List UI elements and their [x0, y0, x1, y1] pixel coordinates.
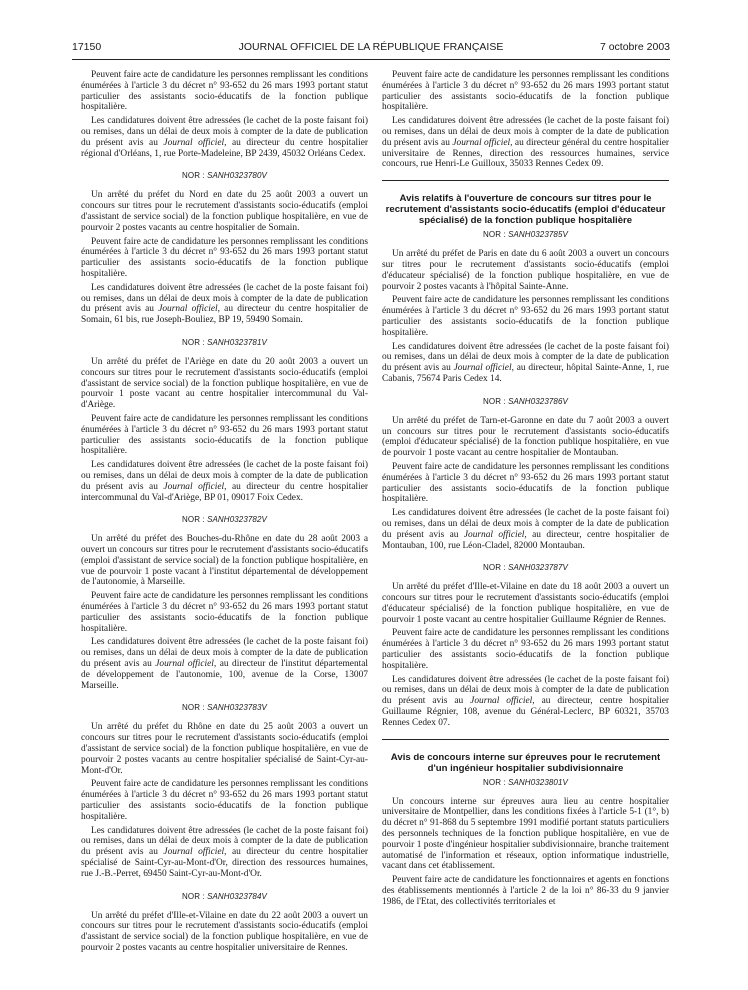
section-title-educateur: Avis relatifs à l'ouverture de concours sur titres pour le recrutement d'assistants socio-éducatifs (emploi d'éducateur spécialisé) de la fonction publique hospitalière — [385, 193, 666, 227]
notice-montpellier — [382, 778, 669, 908]
conditions-paragraph: Peuvent faire acte de candidature les personnes remplissant les conditions énumérées à l'article 3 du décret n° 93-652 du 26 mars 1993 portant statut particulier des assistants socio-éducatifs de la fonction publique hospitalière. — [81, 779, 368, 822]
arrete-paragraph: Un arrêté du préfet d'Ille-et-Vilaine en date du 22 août 2003 a ouvert un concours sur titres pour le recrutement d'assistants socio-éducatifs (emploi d'assistant de service social) de la fonction publique hospitalière, en vue de pourvoir 2 postes vacants au centre hospitalier universitaire de Rennes. — [81, 910, 368, 953]
arrete-paragraph: Un arrêté du préfet de l'Ariège en date du 20 août 2003 a ouvert un concours sur titres pour le recrutement d'assistants socio-éducatifs (emploi d'assistant de service social) de la fonction publique hospitalière, en vue de pourvoir 1 poste vacant au centre hospitalier intercommunal du Val-d'Ariège. — [81, 356, 368, 411]
notice-marseille — [81, 515, 368, 691]
arrete-paragraph: Un arrêté du préfet d'Ille-et-Vilaine en date du 18 août 2003 a ouvert un concours sur titres pour le recrutement d'assistants socio-éducatifs (emploi d'éducateur spécialisé) de la fonction publique hospitalière, en vue de pourvoir 1 poste vacant au centre hospitalier Guillaume Régnier de Rennes. — [382, 582, 669, 625]
arrete-paragraph: Un arrêté du préfet des Bouches-du-Rhône en date du 28 août 2003 a ouvert un concours sur titres pour le recrutement d'assistants socio-éducatifs (emploi d'assistant de service social) de la fonction publique hospitalière, en vue de pourvoir 1 poste vacant à l'institut départemental de développement de l'autonomie, à Marseille. — [81, 534, 368, 588]
arrete-paragraph: Un arrêté du préfet de Paris en date du 6 août 2003 a ouvert un concours sur titres pour le recrutement d'assistants socio-éducatifs (emploi d'éducateur spécialisé) de la fonction publique hospitalière, en vue de pourvoir 2 postes vacants à l'hôpital Sainte-Anne. — [382, 249, 669, 292]
conditions-paragraph: Peuvent faire acte de candidature les personnes remplissant les conditions énumérées à l'article 3 du décret n° 93-652 du 26 mars 1993 portant statut particulier des assistants socio-éducatifs de la fonction publique hospitalière. — [382, 461, 669, 505]
conditions-paragraph: Peuvent faire acte de candidature les personnes remplissant les conditions énumérées à l'article 3 du décret n° 93-652 du 26 mars 1993 portant statut particulier des assistants socio-éducatifs de la fonction publique hospitalière. — [81, 413, 368, 457]
notice-montauban — [382, 397, 669, 552]
nor-reference: NOR : SANH0323784V — [182, 891, 267, 901]
conditions-paragraph: Peuvent faire acte de candidature les personnes remplissant les conditions énumérées à l'article 3 du décret n° 93-652 du 26 mars 1993 portant statut particulier des assistants socio-éducatifs de la fonction publique hospitalière. — [382, 70, 669, 113]
candidature-paragraph: Les candidatures doivent être adressées (le cachet de la poste faisant foi) ou remises, dans un délai de deux mois à compter de la date de publication du présent avis au Journal officiel, au directeur du centre hospitalier spécialisé de Saint-Cyr-au-Mont-d'Or, direction des ressources humaines, rue J.-B.-Perret, 69450 Saint-Cyr-au-Mont-d'Or. — [81, 825, 368, 879]
nor-reference: NOR : SANH0323801V — [483, 777, 568, 787]
candidature-paragraph: Les candidatures doivent être adressées (le cachet de la poste faisant foi) ou remises, dans un délai de deux mois à compter de la date de publication du présent avis au Journal officiel, au directeur, centre hospitalier de Montauban, 100, rue Léon-Cladel, 82000 Montauban. — [382, 508, 669, 551]
candidature-eligibility-paragraph: Peuvent faire acte de candidature les fonctionnaires et agents en fonctions des établissements mentionnés à l'article 2 de la loi n° 86-33 du 9 janvier 1986, de l'Etat, des collectivités territoriales et — [382, 875, 669, 907]
candidature-paragraph: Les candidatures doivent être adressées (le cachet de la poste faisant foi) ou remises, dans un délai de deux mois à compter de la date de publication du présent avis au Journal officiel, au directeur de l'institut départemental de développement de l'autonomie, 100, avenue de la Corse, 13007 Marseille. — [81, 637, 369, 691]
notice-saint-cyr — [81, 703, 368, 879]
conditions-paragraph: Peuvent faire acte de candidature les personnes remplissant les conditions énumérées à l'article 3 du décret n° 93-652 du 26 mars 1993 portant statut particulier des assistants socio-éducatifs de la fonction publique hospitalière. — [382, 628, 669, 671]
candidature-paragraph: Les candidatures doivent être adressées (le cachet de la poste faisant foi) ou remises, dans un délai de deux mois à compter de la date de publication du présent avis au Journal officiel, au directeur, centre hospitalier Guillaume Régnier, 108, avenue du Général-Leclerc, BP 60321, 35703 Rennes Cedex 07. — [382, 674, 669, 728]
section-rule — [382, 180, 669, 181]
page-number: 17150 — [72, 41, 102, 53]
nor-reference: NOR : SANH0323780V — [182, 171, 267, 181]
arrete-paragraph: Un arrêté du préfet du Rhône en date du 25 août 2003 a ouvert un concours sur titres pour le recrutement d'assistants socio-éducatifs (emploi d'assistant de service social) de la fonction publique hospitalière, en vue de pourvoir 2 postes vacants au centre hospitalier spécialisé de Saint-Cyr-au-Mont-d'Or. — [81, 722, 368, 776]
notice-somain — [81, 171, 368, 326]
conditions-paragraph: Peuvent faire acte de candidature les personnes remplissant les conditions énumérées à l'article 3 du décret n° 93-652 du 26 mars 1993 portant statut particulier des assistants socio-éducatifs de la fonction publique hospitalière. — [81, 70, 368, 113]
nor-reference: NOR : SANH0323783V — [182, 703, 267, 713]
right-column — [382, 70, 669, 911]
section-title-ingenieur: Avis de concours interne sur épreuves pour le recrutement d'un ingénieur hospitalier subdivisionnaire — [390, 751, 661, 774]
conditions-paragraph: Peuvent faire acte de candidature les personnes remplissant les conditions énumérées à l'article 3 du décret n° 93-652 du 26 mars 1993 portant statut particulier des assistants socio-éducatifs de la fonction publique hospitalière. — [382, 295, 669, 338]
nor-reference: NOR : SANH0323787V — [483, 563, 568, 573]
concours-paragraph: Un concours interne sur épreuves aura lieu au centre hospitalier universitaire de Montpellier, dans les conditions fixées à l'article 5-1 (1°, b) du décret n° 91-868 du 5 septembre 1991 modifié portant statuts particuliers des personnels techniques de la fonction publique hospitalière, en vue de pourvoir 1 poste d'ingénieur hospitalier subdivisionnaire, branche traitement automatisé de l'information et réseaux, option informatique industrielle, vacant dans cet établissement. — [382, 796, 669, 872]
nor-reference: NOR : SANH0323781V — [182, 337, 267, 347]
conditions-paragraph: Peuvent faire acte de candidature les personnes remplissant les conditions énumérées à l'article 3 du décret n° 93-652 du 26 mars 1993 portant statut particulier des assistants socio-éducatifs de la fonction publique hospitalière. — [81, 591, 368, 634]
notice-rennes-chu-continued — [382, 70, 669, 170]
arrete-paragraph: Un arrêté du préfet de Tarn-et-Garonne en date du 7 août 2003 a ouvert un concours sur titres pour le recrutement d'assistants socio-éducatifs (emploi d'éducateur spécialisé) de la fonction publique hospitalière, en vue de pourvoir 1 poste vacant au centre hospitalier de Montauban. — [382, 415, 669, 459]
notice-ariege — [81, 338, 368, 503]
journal-title: JOURNAL OFFICIEL DE LA RÉPUBLIQUE FRANÇAISE — [238, 41, 504, 53]
publication-date: 7 octobre 2003 — [599, 41, 670, 53]
section-rule — [382, 739, 669, 740]
notice-rennes-regnier — [382, 563, 669, 728]
candidature-paragraph: Les candidatures doivent être adressées (le cachet de la poste faisant foi) ou remises, dans un délai de deux mois à compter de la date de publication du présent avis au Journal officiel, au directeur général du centre hospitalier universitaire de Rennes, direction des ressources humaines, service concours, rue Henri-Le Guilloux, 35033 Rennes Cedex 09. — [382, 116, 670, 170]
conditions-paragraph: Peuvent faire acte de candidature les personnes remplissant les conditions énumérées à l'article 3 du décret n° 93-652 du 26 mars 1993 portant statut particulier des assistants socio-éducatifs de la fonction publique hospitalière. — [81, 236, 368, 279]
notice-rennes-chu — [81, 892, 368, 954]
nor-reference: NOR : SANH0323782V — [182, 515, 267, 525]
header-rule — [72, 59, 670, 60]
page-header — [72, 41, 670, 57]
notice-paris-sainte-anne — [382, 230, 669, 385]
arrete-paragraph: Un arrêté du préfet du Nord en date du 25 août 2003 a ouvert un concours sur titres pour le recrutement d'assistants socio-éducatifs (emploi d'assistant de service social) de la fonction publique hospitalière, en vue de pourvoir 2 postes vacants au centre hospitalier de Somain. — [81, 190, 368, 233]
candidature-paragraph: Les candidatures doivent être adressées (le cachet de la poste faisant foi) ou remises, dans un délai de deux mois à compter de la date de publication du présent avis au Journal officiel, au directeur, hôpital Sainte-Anne, 1, rue Cabanis, 75674 Paris Cedex 14. — [382, 341, 670, 384]
notice-orleans-tail — [81, 70, 368, 159]
nor-reference: NOR : SANH0323785V — [483, 230, 568, 240]
candidature-paragraph: Les candidatures doivent être adressées (le cachet de la poste faisant foi) ou remises, dans un délai de deux mois à compter de la date de publication du présent avis au Journal officiel, au directeur du centre hospitalier intercommunal du Val-d'Ariège, BP 01, 09017 Foix Cedex. — [81, 460, 368, 503]
candidature-paragraph: Les candidatures doivent être adressées (le cachet de la poste faisant foi) ou remises, dans un délai de deux mois à compter de la date de publication du présent avis au Journal officiel, au directeur du centre hospitalier régional d'Orléans, 1, rue Porte-Madeleine, BP 2439, 45032 Orléans Cedex. — [81, 116, 368, 159]
nor-reference: NOR : SANH0323786V — [483, 396, 568, 406]
left-column — [81, 70, 368, 957]
candidature-paragraph: Les candidatures doivent être adressées (le cachet de la poste faisant foi) ou remises, dans un délai de deux mois à compter de la date de publication du présent avis au Journal officiel, au directeur du centre hospitalier de Somain, 61 bis, rue Joseph-Bouliez, BP 19, 59490 Somain. — [81, 282, 369, 326]
